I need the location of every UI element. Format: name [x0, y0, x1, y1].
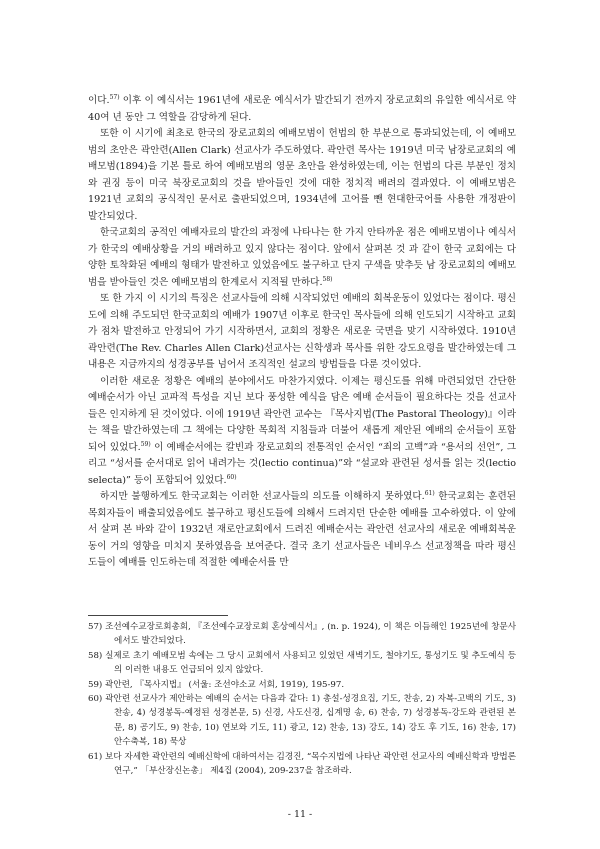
text-segment: 이다. — [88, 95, 110, 106]
footnote-marker: 59) — [140, 440, 151, 448]
footnote — [88, 692, 516, 750]
footnote-text: 곽안련, 『목사지법』 (서울: 조선야소교 서회, 1919), 195-97. — [105, 679, 345, 690]
footnote — [88, 649, 516, 678]
text-segment: 한국교회는 훈련된 목회자들이 배출되었음에도 불구하고 평신도들에 의해서 드려지던 단순한 예배를 고수하였다. 이 앞에서 살펴 본 바와 같이 1932년 재로안교회에서 드려진 예배순서는 곽안련 선교사의 새로운 예배회복운동이 거의 영향을 미치지 못하였음을 보여준다. 결국 초기 선교사들은 네비우스 선교정책을 따라 평신도들이 예배를 인도하는데 적절한 예배순서를 만 — [88, 491, 516, 568]
body-paragraph — [88, 126, 516, 225]
text-segment: 하지만 불행하게도 한국교회는 이러한 선교사들의 의도를 이해하지 못하였다. — [100, 491, 425, 502]
footnote-text: 실제로 초기 예배모범 속에는 그 당시 교회에서 사용되고 있었던 새벽기도, 철야기도, 통성기도 및 추도예식 등의 이러한 내용도 언급되어 있지 않았다. — [105, 650, 517, 676]
footnote-marker: 60) — [226, 473, 237, 481]
footnote — [88, 620, 516, 649]
footnotes — [88, 620, 516, 778]
text-segment: 이러한 새로운 정황은 예배의 분야에서도 마찬가지였다. 이제는 평신도를 위해 마련되었던 간단한 예배순서가 아닌 교파적 특성을 지닌 보다 풍성한 예식을 담은 예배 순서들이 필요하다는 것을 선교사들은 인지하게 된 것이었다. 이에 1919년 곽안련 교수는 『목사지법(The Pastoral Theology)』이라는 책을 발간하였는데 그 책에는 다양한 목회적 지침들과 더불어 새롭게 제안된 예배의 순서들이 포함되어 있었다. — [88, 375, 516, 453]
text-segment: 한국교회의 공적인 예배자료의 발간의 과정에 나타나는 한 가지 안타까운 점은 예배모범이나 예식서가 한국의 예배상황을 거의 배려하고 있지 않다는 점이다. 앞에서 살펴본 것 과 같이 한국 교회에는 다양한 토착화된 예배의 형태가 발전하고 있었음에도 불구하고 단지 구색을 맞추듯 남 장로교회의 예배모범을 받아들인 것은 예배모범의 한계로서 지적될 만하다. — [88, 227, 516, 288]
footnote-separator — [88, 615, 228, 616]
text-segment: 이 예배순서에는 칼빈과 장로교회의 전통적인 순서인 “죄의 고백”과 “용서의 선언”, 그리고 “성서를 순서대로 읽어 내려가는 것(lectio continua)”와 “설교와 관련된 성서를 읽는 것(lectio selecta)” 등이 포함되어 있었다. — [88, 441, 516, 486]
text-segment: 또 한 가지 이 시기의 특징은 선교사들에 의해 시작되었던 예배의 회복운동이 있었다는 점이다. 평신도에 의해 주도되던 한국교회의 예배가 1907년 이후로 한국인 목사들에 의해 인도되기 시작하고 교회가 점차 발전하고 안정되어 가기 시작하면서, 교회의 정황은 새로운 국면을 맞기 시작하였다. 1910년 곽안련(The Rev. Charles Allen Clark)선교사는 신학생과 목사를 위한 강도요령을 발간하였는데 그 내용은 지금까지의 성경공부를 넘어서 조직적인 설교의 방법들을 다룬 것이었다. — [88, 293, 516, 370]
footnote-marker: 58) — [322, 275, 333, 283]
footnote-number: 58) — [88, 650, 103, 661]
text-segment: 또한 이 시기에 최초로 한국의 장로교회의 예배모범이 헌법의 한 부분으로 통과되었는데, 이 예배모범의 초안은 곽안련(Allen Clark) 선교사가 주도하였다. 곽안련 목사는 1919년 미국 남장로교회의 예배모범(1894)을 기본 틀로 하여 예배모범의 영문 초안을 완성하였는데, 이는 헌법의 다른 부분인 정치와 권징 등이 미국 북장로교회의 것을 받아들인 것에 대한 정치적 배려의 결과였다. 이 예배모범은 1921년 교회의 공식적인 문서로 출판되었으며, 1934년에 고어를 뺀 현대한국어를 사용한 개정판이 발간되었다. — [88, 128, 516, 222]
footnote — [88, 750, 516, 779]
footnote-number: 59) — [88, 679, 103, 690]
body-paragraph — [88, 93, 516, 126]
body-text — [88, 93, 516, 572]
body-paragraph — [88, 374, 516, 490]
footnote-text: 곽안련 선교사가 제안하는 예배의 순서는 다음과 같다: 1) 총설-성경요집, 기도, 찬송, 2) 자복-고백의 기도, 3) 찬송, 4) 성경봉독-예정된 성경본문, 5) 신경, 사도신경, 십계명 송, 6) 찬송, 7) 성경봉독-강도와 관련된 본문, 8) 공기도, 9) 찬송, 10) 연보와 기도, 11) 광고, 12) 찬송, 13) 강도, 14) 강도 후 기도, 16) 찬송, 17) 안수축복, 18) 묵상 — [105, 694, 517, 748]
footnote-marker: 57) — [109, 93, 120, 101]
footnote-number: 57) — [88, 622, 103, 632]
text-segment: 이후 이 예식서는 1961년에 새로운 예식서가 발간되기 전까지 장로교회의 유일한 예식서로 약 40여 년 동안 그 역할을 감당하게 된다. — [88, 95, 516, 123]
footnote — [88, 678, 516, 692]
body-paragraph — [88, 489, 516, 572]
footnote-text: 조선예수교장로회총회, 『조선예수교장로회 혼상예식서』, (n. p. 1924), 이 책은 이듬해인 1925년에 창문사에서도 발간되었다. — [105, 622, 517, 647]
footnote-number: 61) — [88, 751, 103, 762]
footnote-number: 60) — [88, 694, 103, 705]
body-paragraph — [88, 291, 516, 374]
footnote-text: 보다 자세한 곽안련의 예배신학에 대하여서는 김경진, “목수지법에 나타난 곽안련 선교사의 예배신학과 방법론 연구,” 「부산장신논총」 제4집 (2004), 209-237을 참조하라. — [105, 751, 516, 777]
footnote-marker: 61) — [424, 489, 435, 497]
body-paragraph — [88, 225, 516, 291]
page-number: - 11 - — [287, 809, 313, 820]
